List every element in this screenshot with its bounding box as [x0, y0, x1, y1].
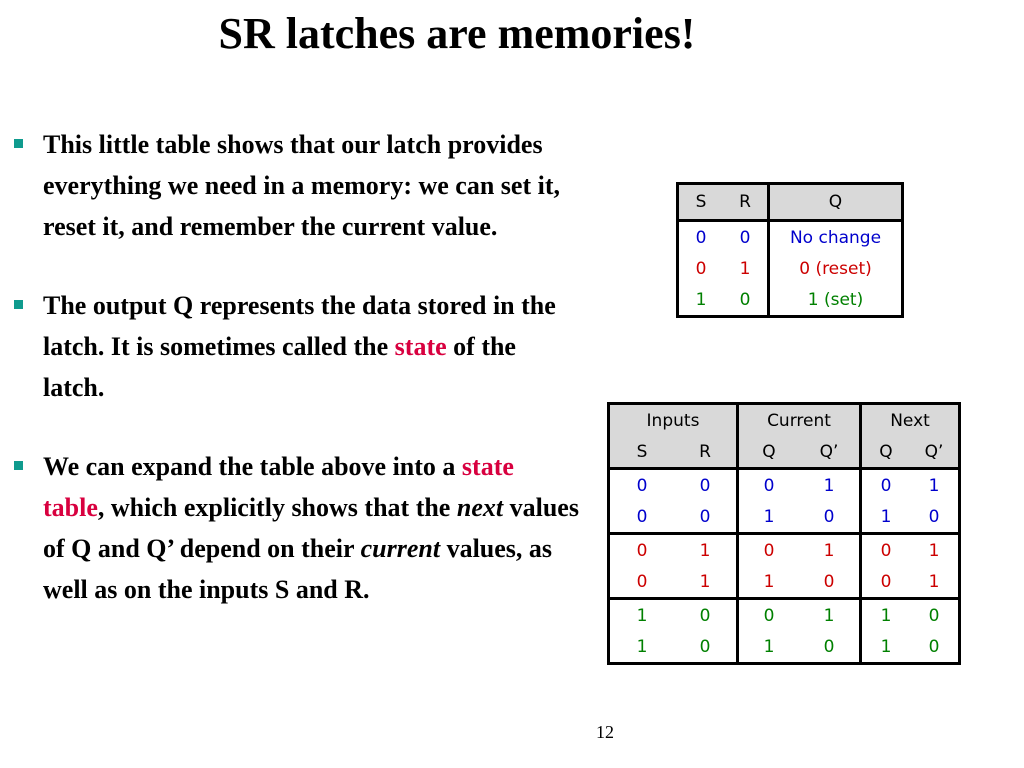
table-header-row — [609, 436, 960, 469]
table-cell: 0 — [674, 501, 738, 534]
table-cell: 0 — [636, 475, 648, 496]
table-cell: 0 — [880, 475, 892, 496]
table-cell: 1 — [928, 475, 940, 496]
table-cell: 0 — [763, 475, 775, 496]
slide-title: SR latches are memories! — [218, 9, 696, 58]
table-cell: 0 — [928, 605, 940, 626]
header-cell: Q — [769, 184, 903, 221]
bullet-text: We can expand the table above into a — [43, 452, 462, 481]
table-row — [609, 501, 960, 534]
sr-truth-table — [676, 182, 904, 318]
table-cell: 0 — [910, 501, 960, 534]
table-cell: 0 — [695, 258, 707, 279]
header-cell: S — [678, 184, 724, 221]
header-cell: R — [674, 436, 738, 469]
table-cell: 0 — [609, 566, 675, 599]
header-cell: Q — [861, 436, 911, 469]
bullet-text: of the latch. — [43, 332, 516, 402]
bullet-text: , which explicitly shows that the — [97, 493, 457, 522]
bullet-text: The output Q represents the data stored in the latch. It is sometimes called the — [43, 291, 556, 361]
table-cell: 0 — [861, 566, 911, 599]
header-cell: Q — [738, 436, 800, 469]
table-cell: 0 — [636, 540, 648, 561]
table-cell: 0 — [880, 540, 892, 561]
square-bullet-icon — [14, 461, 23, 470]
table-cell: 0 — [799, 631, 861, 664]
table-cell: 1 — [880, 636, 892, 657]
table-row — [609, 534, 960, 567]
header-cell: Q’ — [910, 436, 960, 469]
table-cell: 1 — [695, 289, 707, 310]
table-row — [609, 566, 960, 599]
table-cell: 1 — [723, 253, 769, 284]
square-bullet-icon — [14, 300, 23, 309]
header-cell: R — [723, 184, 769, 221]
highlight-term: state table — [43, 452, 514, 522]
table-cell: 1 — [910, 566, 960, 599]
table-cell: 1 (set) — [807, 289, 864, 310]
table-cell: 1 — [738, 501, 800, 534]
table-cell: 1 — [674, 534, 738, 567]
bullet-list — [10, 124, 580, 610]
table-cell: 1 — [674, 566, 738, 599]
table-cell: 1 — [799, 534, 861, 567]
table-cell: 1 — [928, 540, 940, 561]
bullet-item — [10, 285, 580, 408]
table-cell: 0 — [723, 221, 769, 254]
table-row — [678, 253, 903, 284]
state-table — [607, 402, 961, 665]
table-cell: 0 — [799, 566, 861, 599]
table-cell: 1 — [861, 501, 911, 534]
table-cell: 1 — [763, 636, 775, 657]
table-row — [678, 284, 903, 317]
table-cell: 0 — [763, 605, 775, 626]
bullet-item — [10, 124, 580, 247]
square-bullet-icon — [14, 139, 23, 148]
bullet-item — [10, 446, 580, 610]
bullet-text: values, as well as on the inputs S and R. — [43, 534, 553, 604]
table-cell: 0 — [763, 540, 775, 561]
group-header-cell: Inputs — [609, 404, 738, 437]
table-cell: 0 — [695, 227, 707, 248]
table-cell: 0 — [928, 636, 940, 657]
table-cell: 0 — [723, 284, 769, 317]
table-cell: 1 — [738, 566, 800, 599]
group-header-cell: Current — [738, 404, 861, 437]
header-cell: Q’ — [799, 436, 861, 469]
table-row — [609, 599, 960, 632]
table-cell: 1 — [799, 599, 861, 632]
group-header-cell: Next — [861, 404, 960, 437]
table-cell: No change — [789, 227, 882, 248]
table-group-header-row — [609, 404, 960, 437]
table-row — [609, 631, 960, 664]
highlight-term: state — [394, 332, 447, 361]
table-cell: 1 — [799, 469, 861, 502]
page-number: 12 — [596, 722, 614, 742]
table-header-row — [678, 184, 903, 221]
bullet-text: This little table shows that our latch provides everything we need in a memory: we can set it, reset it, and remember the current value. — [43, 130, 560, 241]
table-cell: 1 — [636, 605, 648, 626]
table-cell: 0 (reset) — [799, 258, 872, 279]
table-row — [609, 469, 960, 502]
table-cell: 0 — [609, 501, 675, 534]
italic-term: next — [456, 493, 504, 522]
table-cell: 0 — [674, 599, 738, 632]
table-cell: 1 — [636, 636, 648, 657]
italic-term: current — [360, 534, 441, 563]
bullet-text: values of Q and Q’ depend on their — [43, 493, 579, 563]
table-row — [678, 221, 903, 254]
table-cell: 0 — [674, 469, 738, 502]
table-cell: 0 — [799, 501, 861, 534]
header-cell: S — [609, 436, 675, 469]
table-cell: 1 — [880, 605, 892, 626]
table-cell: 0 — [674, 631, 738, 664]
